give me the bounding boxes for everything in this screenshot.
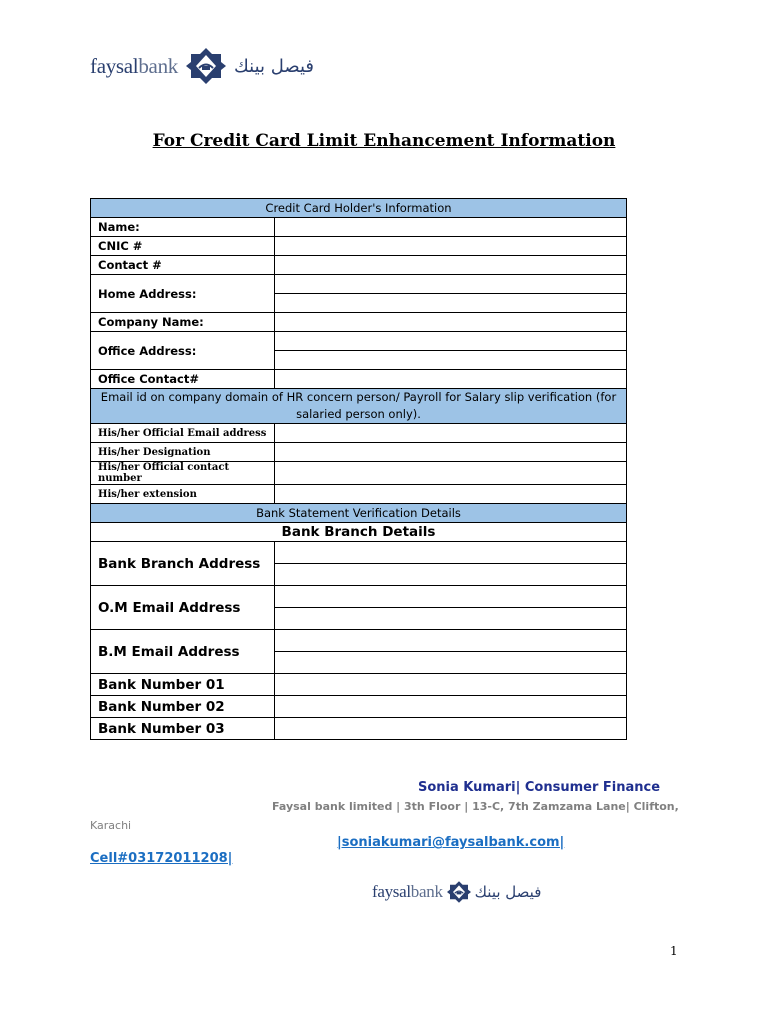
field-office-address-line1[interactable] — [275, 332, 627, 351]
signature-cell-link[interactable]: Cell#03172011208| — [90, 851, 233, 866]
field-bm-email-line1[interactable] — [275, 630, 627, 652]
signature-city: Karachi — [90, 819, 132, 832]
section-header-cardholder: Credit Card Holder's Information — [91, 199, 627, 218]
field-office-contact[interactable] — [275, 370, 627, 389]
field-om-email-line1[interactable] — [275, 586, 627, 608]
label-bank-number-01: Bank Number 01 — [91, 674, 275, 696]
field-home-address-line2[interactable] — [275, 294, 627, 313]
label-bank-number-03: Bank Number 03 — [91, 718, 275, 740]
table-row — [91, 370, 627, 389]
signature-address: Faysal bank limited | 3th Floor | 13-C, 7th Zamzama Lane| Clifton, — [272, 800, 679, 813]
field-name[interactable] — [275, 218, 627, 237]
faysal-bank-logo-header — [90, 44, 314, 88]
field-bank-number-01[interactable] — [275, 674, 627, 696]
table-row — [91, 332, 627, 351]
section-subheader-bank-branch: Bank Branch Details — [91, 523, 627, 542]
field-bank-number-02[interactable] — [275, 696, 627, 718]
label-bm-email: B.M Email Address — [91, 630, 275, 674]
field-bank-branch-address-line1[interactable] — [275, 542, 627, 564]
field-bank-branch-address-line2[interactable] — [275, 564, 627, 586]
table-row — [91, 674, 627, 696]
table-row — [91, 462, 627, 485]
label-office-address: Office Address: — [91, 332, 275, 370]
table-row — [91, 696, 627, 718]
faysal-bank-logo-footer — [372, 880, 541, 904]
table-row — [91, 237, 627, 256]
field-office-address-line2[interactable] — [275, 351, 627, 370]
section-header-bank-statement: Bank Statement Verification Details — [91, 504, 627, 523]
label-name: Name: — [91, 218, 275, 237]
field-official-email[interactable] — [275, 424, 627, 443]
bank-emblem-icon — [186, 46, 226, 86]
field-official-contact[interactable] — [275, 462, 627, 485]
label-home-address: Home Address: — [91, 275, 275, 313]
field-bm-email-line2[interactable] — [275, 652, 627, 674]
table-row — [91, 718, 627, 740]
label-om-email: O.M Email Address — [91, 586, 275, 630]
label-company-name: Company Name: — [91, 313, 275, 332]
page-number: 1 — [670, 944, 678, 958]
label-bank-branch-address: Bank Branch Address — [91, 542, 275, 586]
field-om-email-line2[interactable] — [275, 608, 627, 630]
brand-name-arabic: فيصل بينك — [233, 55, 315, 77]
field-designation[interactable] — [275, 443, 627, 462]
table-row — [91, 424, 627, 443]
table-row — [91, 275, 627, 294]
signature-name: Sonia Kumari| Consumer Finance — [418, 780, 661, 795]
brand-name-english: faysalbank — [90, 53, 178, 78]
label-official-email: His/her Official Email address — [91, 424, 275, 443]
section-header-hr-email: Email id on company domain of HR concern person/ Payroll for Salary slip verification (for salaried person only). — [91, 389, 627, 424]
label-office-contact: Office Contact# — [91, 370, 275, 389]
table-row — [91, 218, 627, 237]
label-contact: Contact # — [91, 256, 275, 275]
field-bank-number-03[interactable] — [275, 718, 627, 740]
label-cnic: CNIC # — [91, 237, 275, 256]
field-company-name[interactable] — [275, 313, 627, 332]
label-designation: His/her Designation — [91, 443, 275, 462]
label-bank-number-02: Bank Number 02 — [91, 696, 275, 718]
table-row — [91, 630, 627, 652]
bank-emblem-icon — [447, 880, 471, 904]
table-row — [91, 485, 627, 504]
table-row — [91, 256, 627, 275]
table-row — [91, 586, 627, 608]
label-extension: His/her extension — [91, 485, 275, 504]
field-cnic[interactable] — [275, 237, 627, 256]
field-extension[interactable] — [275, 485, 627, 504]
signature-email-link[interactable]: |soniakumari@faysalbank.com| — [337, 835, 565, 850]
table-row — [91, 443, 627, 462]
field-contact[interactable] — [275, 256, 627, 275]
label-official-contact: His/her Official contact number — [91, 462, 275, 485]
information-form-table — [90, 198, 627, 740]
table-row — [91, 313, 627, 332]
field-home-address-line1[interactable] — [275, 275, 627, 294]
page-title: For Credit Card Limit Enhancement Information — [152, 131, 616, 151]
brand-name-english: faysalbank — [372, 882, 443, 901]
brand-name-arabic: فيصل بينك — [474, 883, 542, 901]
table-row — [91, 542, 627, 564]
